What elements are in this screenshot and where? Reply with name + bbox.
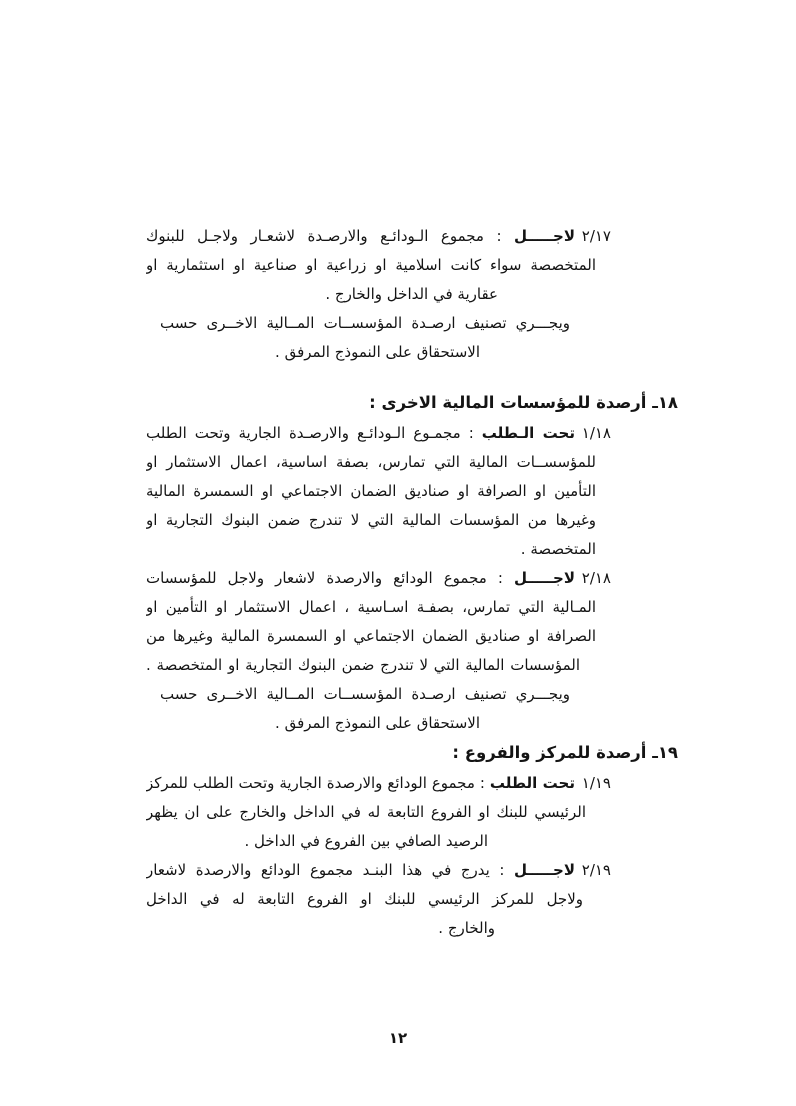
section-header: ١٨ـ أرصدة للمؤسسات المالية الاخرى : xyxy=(369,393,678,412)
item-block xyxy=(146,856,611,943)
text-content xyxy=(146,0,678,943)
item-line: ويجـــري تصنيف ارصـدة المؤسســات المــالية الاخــرى حسب xyxy=(160,314,570,332)
page-number: ١٢ xyxy=(388,1029,408,1047)
item-line: ويجـــري تصنيف ارصـدة المؤسســات المــالية الاخــرى حسب xyxy=(160,685,570,703)
item-line: تحت الـطلب : مجمـوع الـودائـع والارصـدة الجارية وتحت الطلب xyxy=(146,424,575,442)
item-line: المؤسسات المالية التي لا تندرج ضمن البنوك التجارية او المتخصصة . xyxy=(146,656,580,674)
item-text xyxy=(146,769,596,856)
item-line: الرصيد الصافي بين الفروع في الداخل . xyxy=(244,832,488,850)
item-term: لاجـــــل xyxy=(513,861,575,879)
item-line: الاستحقاق على النموذج المرفق . xyxy=(275,714,480,732)
item-line: التأمين او الصرافة او صناديق الضمان الاجتماعي او السمسرة المالية xyxy=(146,482,596,500)
item-line: الاستحقاق على النموذج المرفق . xyxy=(275,343,480,361)
item-line: تحت الطلب : مجموع الودائع والارصدة الجارية وتحت الطلب للمركز xyxy=(146,774,575,792)
item-term: تحت الـطلب xyxy=(481,424,575,442)
item-text xyxy=(146,564,596,738)
item-line: المـالية التي تمارس، بصفـة اسـاسية ، اعمال الاستثمار او التأمين او xyxy=(146,598,596,616)
item-line: للمؤسســات المالية التي تمارس، بصفة اساسية، اعمال الاستثمار او xyxy=(146,453,596,471)
item-line: الرئيسي للبنك او الفروع التابعة له في الداخل والخارج على ان يظهر xyxy=(146,803,586,821)
item-block xyxy=(146,222,611,367)
item-block xyxy=(146,769,611,856)
item-number: ٢/١٨ xyxy=(581,569,611,587)
item-number: ٢/١٩ xyxy=(581,861,611,879)
item-number: ٢/١٧ xyxy=(581,227,611,245)
item-block xyxy=(146,419,611,564)
item-line: ولاجل للمركز الرئيسي للبنك او الفروع التابعة له في الداخل xyxy=(146,890,583,908)
item-block xyxy=(146,564,611,738)
item-line: الصرافة او صناديق الضمان الاجتماعي او السمسرة المالية وغيرها من xyxy=(146,627,596,645)
item-line: وغيرها من المؤسسات المالية التي لا تندرج ضمن البنوك التجارية او xyxy=(146,511,596,529)
item-line: والخارج . xyxy=(438,919,495,937)
item-term: لاجـــــل xyxy=(513,227,575,245)
item-line: عقارية في الداخل والخارج . xyxy=(325,285,498,303)
item-term: لاجـــــل xyxy=(513,569,575,587)
item-line: لاجـــــل : مجموع الـودائـع والارصـدة لاشعـار ولاجـل للبنوك xyxy=(146,227,575,245)
item-number: ١/١٩ xyxy=(581,774,611,792)
item-number: ١/١٨ xyxy=(581,424,611,442)
item-text xyxy=(146,419,596,564)
item-text xyxy=(146,222,596,367)
item-term: تحت الطلب xyxy=(489,774,575,792)
item-text xyxy=(146,856,596,943)
item-line: المتخصصة سواء كانت اسلامية او زراعية او صناعية او استثمارية او xyxy=(146,256,596,274)
item-line: المتخصصة . xyxy=(520,540,596,558)
item-line: لاجـــــل : يدرج في هذا البنـد مجموع الودائع والارصدة لاشعار xyxy=(146,861,575,879)
item-line: لاجـــــل : مجموع الودائع والارصدة لاشعار ولاجل للمؤسسات xyxy=(146,569,575,587)
section-header: ١٩ـ أرصدة للمركز والفروع : xyxy=(452,743,678,762)
